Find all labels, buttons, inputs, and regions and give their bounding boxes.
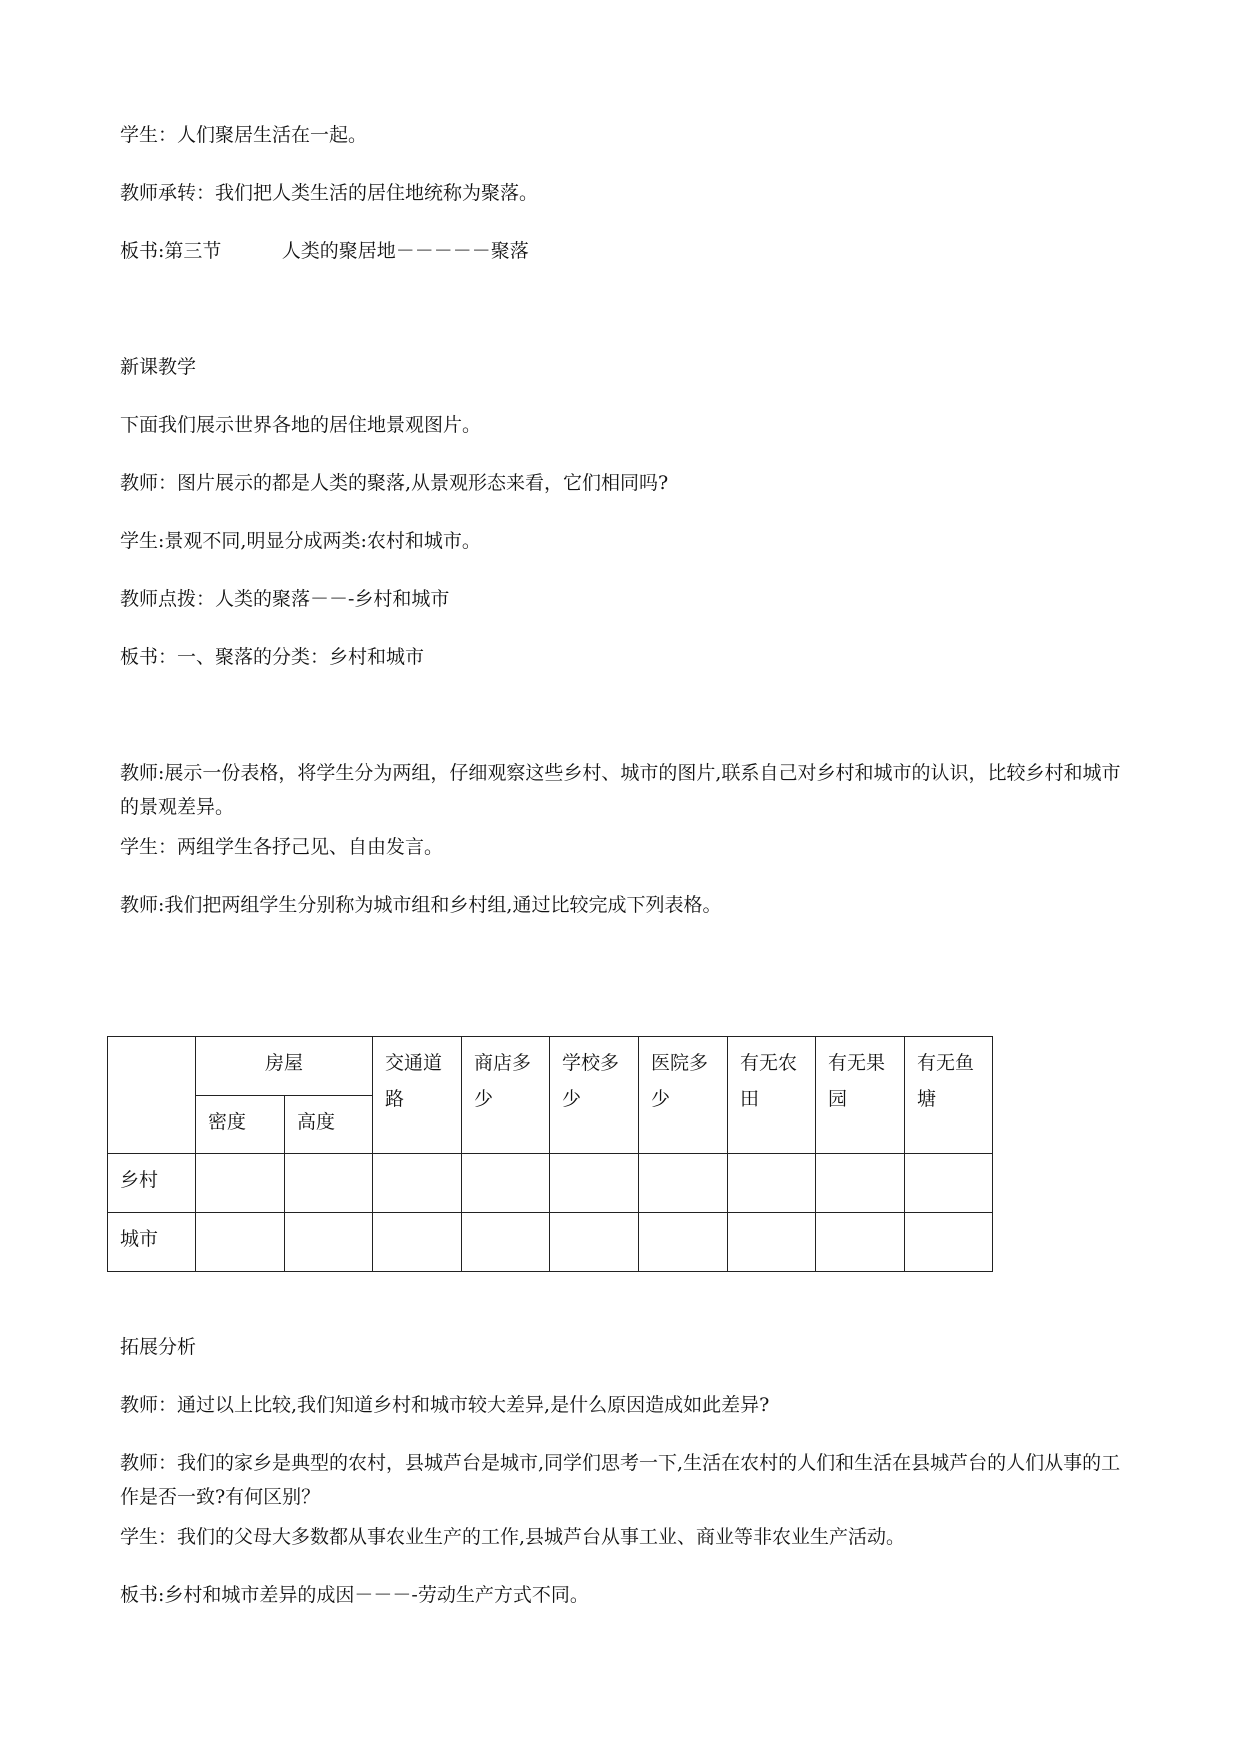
header-shops: 商店多少 xyxy=(462,1037,550,1154)
table-cell xyxy=(639,1154,728,1213)
table-corner-cell xyxy=(108,1037,196,1154)
table-cell xyxy=(905,1154,993,1213)
table-cell xyxy=(462,1154,550,1213)
line-teacher-question: 教师：图片展示的都是人类的聚落,从景观形态来看，它们相同吗? xyxy=(120,472,669,494)
line-show-pictures: 下面我们展示世界各地的居住地景观图片。 xyxy=(120,414,482,436)
section-heading-extension: 拓展分析 xyxy=(120,1336,197,1358)
table-cell xyxy=(462,1213,550,1272)
line-teacher-guide: 教师点拨：人类的聚落－－-乡村和城市 xyxy=(120,588,450,610)
line-blackboard-cause: 板书:乡村和城市差异的成因－－－-劳动生产方式不同。 xyxy=(120,1584,589,1606)
table-cell xyxy=(728,1154,816,1213)
table-cell xyxy=(816,1154,905,1213)
line-student-parents: 学生：我们的父母大多数都从事农业生产的工作,县城芦台从事工业、商业等非农业生产活动。 xyxy=(120,1526,906,1548)
table-cell xyxy=(550,1213,639,1272)
line-student-answer: 学生:景观不同,明显分成两类:农村和城市。 xyxy=(120,530,481,552)
table-cell xyxy=(373,1154,462,1213)
table-cell xyxy=(196,1213,285,1272)
comparison-table xyxy=(107,1036,993,1272)
table-cell xyxy=(905,1213,993,1272)
line-teacher-table-intro: 教师:展示一份表格，将学生分为两组，仔细观察这些乡村、城市的图片,联系自己对乡村和城市的认识，比较乡村和城市的景观差异。 xyxy=(120,762,1121,818)
line-teacher-hometown: 教师：我们的家乡是典型的农村，县城芦台是城市,同学们思考一下,生活在农村的人们和生活在县城芦台的人们从事的工作是否一致?有何区别？ xyxy=(120,1452,1121,1508)
header-farmland: 有无农田 xyxy=(728,1037,816,1154)
line-teacher-transition: 教师承转：我们把人类生活的居住地统称为聚落。 xyxy=(120,182,539,204)
header-height: 高度 xyxy=(285,1096,373,1154)
line-student-1: 学生：人们聚居生活在一起。 xyxy=(120,124,368,146)
header-fishpond: 有无鱼塘 xyxy=(905,1037,993,1154)
table-cell xyxy=(816,1213,905,1272)
table-row xyxy=(108,1154,993,1213)
header-orchard: 有无果园 xyxy=(816,1037,905,1154)
header-hospitals: 医院多少 xyxy=(639,1037,728,1154)
line-blackboard-classification: 板书：一、聚落的分类：乡村和城市 xyxy=(120,646,425,668)
table-cell xyxy=(196,1154,285,1213)
line-blackboard-title: 板书:第三节 人类的聚居地－－－－－聚落 xyxy=(120,240,529,262)
table-cell xyxy=(285,1213,373,1272)
line-student-discussion: 学生：两组学生各抒己见、自由发言。 xyxy=(120,836,444,858)
table-cell xyxy=(550,1154,639,1213)
section-heading-new-lesson: 新课教学 xyxy=(120,356,197,378)
header-schools: 学校多少 xyxy=(550,1037,639,1154)
table-cell xyxy=(373,1213,462,1272)
table-cell xyxy=(728,1213,816,1272)
table-cell xyxy=(639,1213,728,1272)
table-cell xyxy=(285,1154,373,1213)
table-row xyxy=(108,1213,993,1272)
row-label-rural: 乡村 xyxy=(108,1154,196,1213)
header-density: 密度 xyxy=(196,1096,285,1154)
row-label-urban: 城市 xyxy=(108,1213,196,1272)
header-traffic: 交通道路 xyxy=(373,1037,462,1154)
line-teacher-complete-table: 教师:我们把两组学生分别称为城市组和乡村组,通过比较完成下列表格。 xyxy=(120,894,722,916)
line-teacher-cause-question: 教师：通过以上比较,我们知道乡村和城市较大差异,是什么原因造成如此差异? xyxy=(120,1394,770,1416)
header-house: 房屋 xyxy=(196,1037,373,1096)
